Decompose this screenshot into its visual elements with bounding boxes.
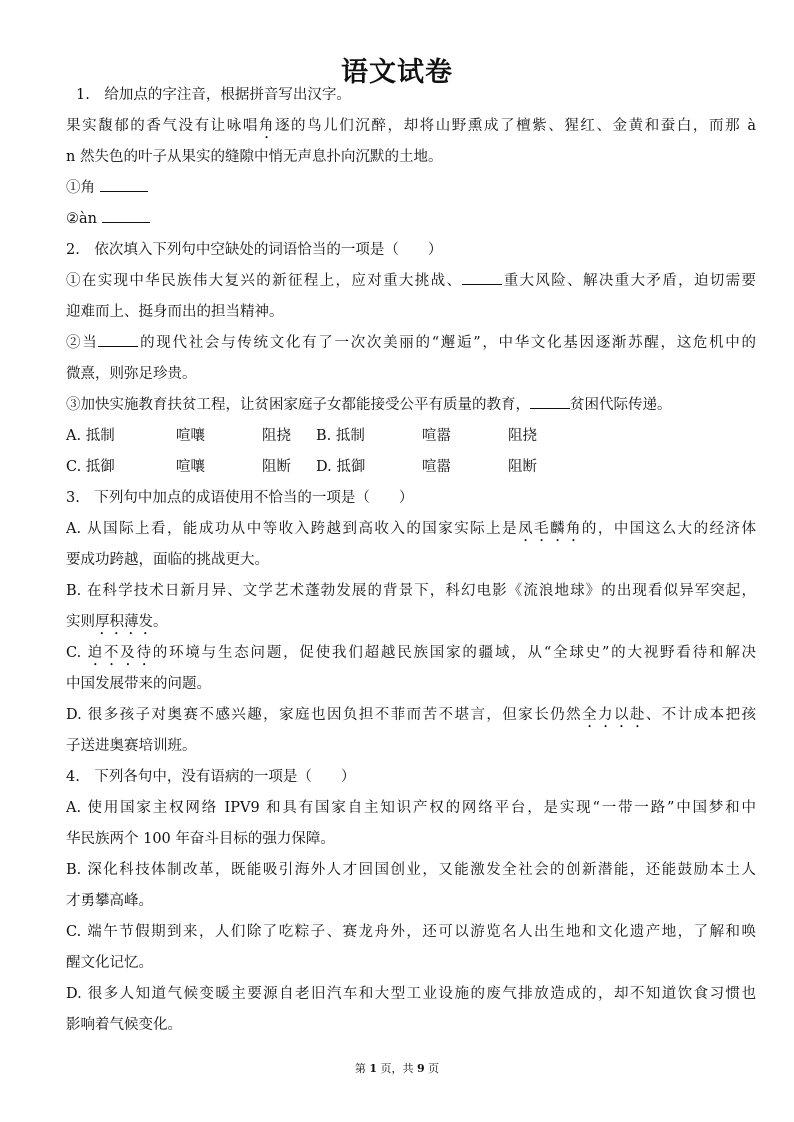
q4-option-c[interactable]: C. 端午节假期到来，人们除了吃粽子、赛龙舟外，还可以游览名人出生地和文化遗产地，了解和唤 [66,924,756,940]
q1-answer-1: ①角 [66,179,756,210]
q2-sentence-2: ②当 的现代社会与传统文化有了一次次美丽的“邂逅”，中华文化基因逐渐苏醒，这危机中的 [66,335,756,351]
page-number: 1 [369,1062,377,1075]
option-d-word-1[interactable]: D. 抵御 [316,459,366,475]
q3-option-c-cont: 中国发展带来的问题。 [66,676,211,692]
q1-passage-line-1: 果实馥郁的香气没有让咏唱角逐的鸟儿们沉醉，却将山野熏成了檀紫、猩红、金黄和蚕白，而那 à [66,118,756,134]
q2-sentence-1: ①在实现中华民族伟大复兴的新征程上，应对重大挑战、 重大风险、解决重大矛盾，迫切需要 [66,273,756,289]
q2-options-row-2: C. 抵御 喧嚷 阻断 D. 抵御 喧嚣 阻断 [66,459,537,475]
q3-option-a[interactable]: A. 从国际上看，能成功从中等收入跨越到高收入的国家实际上是凤毛麟角的，中国这么大的经济体 [66,521,756,537]
q3-option-b-cont: 实则厚积薄发。 [66,614,168,630]
q4-option-c-cont: 醒文化记忆。 [66,955,153,971]
q4-option-d[interactable]: D. 很多人知道气候变暖主要源自老旧汽车和大型工业设施的废气排放造成的，却不知道饮食习惯也 [66,986,756,1002]
option-c-word-1[interactable]: C. 抵御 [66,459,115,475]
q4-option-a[interactable]: A. 使用国家主权网络 IPV9 和具有国家自主知识产权的网络平台，是实现“一带一路”中国梦和中 [66,800,756,816]
q4-option-b-cont: 才勇攀高峰。 [66,893,153,909]
q2-sentence-3: ③加快实施教育扶贫工程，让贫困家庭子女都能接受公平有质量的教育， 贫困代际传递。 [66,397,672,413]
q4-option-d-cont: 影响着气候变化。 [66,1017,182,1033]
fill-blank[interactable] [530,396,570,409]
q2-options-row-1: A. 抵制 喧嚷 阻挠 B. 抵制 喧嚣 阻挠 [66,428,537,444]
q3-option-a-cont: 要成功跨越，面临的挑战更大。 [66,552,269,568]
answer-blank[interactable] [102,210,150,223]
q3-option-c[interactable]: C. 迫不及待的环境与生态问题，促使我们超越民族国家的疆域，从“全球史”的大视野看待和解决 [66,645,756,661]
page-title: 语文试卷 [341,57,453,88]
q1-stem: 1. 给加点的字注音，根据拼音写出汉字。 [76,87,351,103]
q1-passage-line-2: n 然失色的叶子从果实的缝隙中悄无声息扑向沉默的土地。 [66,149,443,165]
dotted-idiom: 全力以赴 [582,707,646,723]
q3-option-d-cont: 子送进奥赛培训班。 [66,738,197,754]
q2-stem: 2. 依次填入下列句中空缺处的词语恰当的一项是（ ） [66,242,443,258]
q4-option-b[interactable]: B. 深化科技体制改革，既能吸引海外人才回国创业，又能激发全社会的创新潜能，还能鼓励本土人 [66,862,756,878]
option-a-word-1[interactable]: A. 抵制 [66,428,115,444]
q2-sentence-2-cont: 微熹，则弥足珍贵。 [66,366,197,382]
q3-option-b[interactable]: B. 在科学技术日新月异、文学艺术蓬勃发展的背景下，科幻电影《流浪地球》的出现看似异军突起， [66,583,756,599]
dotted-idiom: 凤毛麟角 [518,521,582,537]
q3-stem: 3. 下列句中加点的成语使用不恰当的一项是（ ） [66,490,414,506]
answer-blank[interactable] [100,179,148,192]
dotted-idiom: 迫不及待 [87,645,153,661]
q2-sentence-1-cont: 迎难而上、挺身而出的担当精神。 [66,304,284,320]
exam-content [66,86,756,1047]
q1-dotted-char: 角 [258,118,275,134]
q4-stem: 4. 下列各句中，没有语病的一项是（ ） [66,769,356,785]
page-total: 9 [417,1062,425,1075]
q1-answer-2: ②àn [66,210,756,241]
fill-blank[interactable] [98,334,138,347]
page-footer: 第 1 页，共 9 页 [354,1062,440,1075]
q4-option-a-cont: 华民族两个 100 年奋斗目标的强力保障。 [66,831,335,847]
fill-blank[interactable] [462,272,502,285]
q3-option-d[interactable]: D. 很多孩子对奥赛不感兴趣，家庭也因负担不菲而苦不堪言，但家长仍然全力以赴、不计成本把孩 [66,707,756,723]
dotted-idiom: 厚积薄发 [95,614,153,630]
option-b-word-1[interactable]: B. 抵制 [316,428,365,444]
